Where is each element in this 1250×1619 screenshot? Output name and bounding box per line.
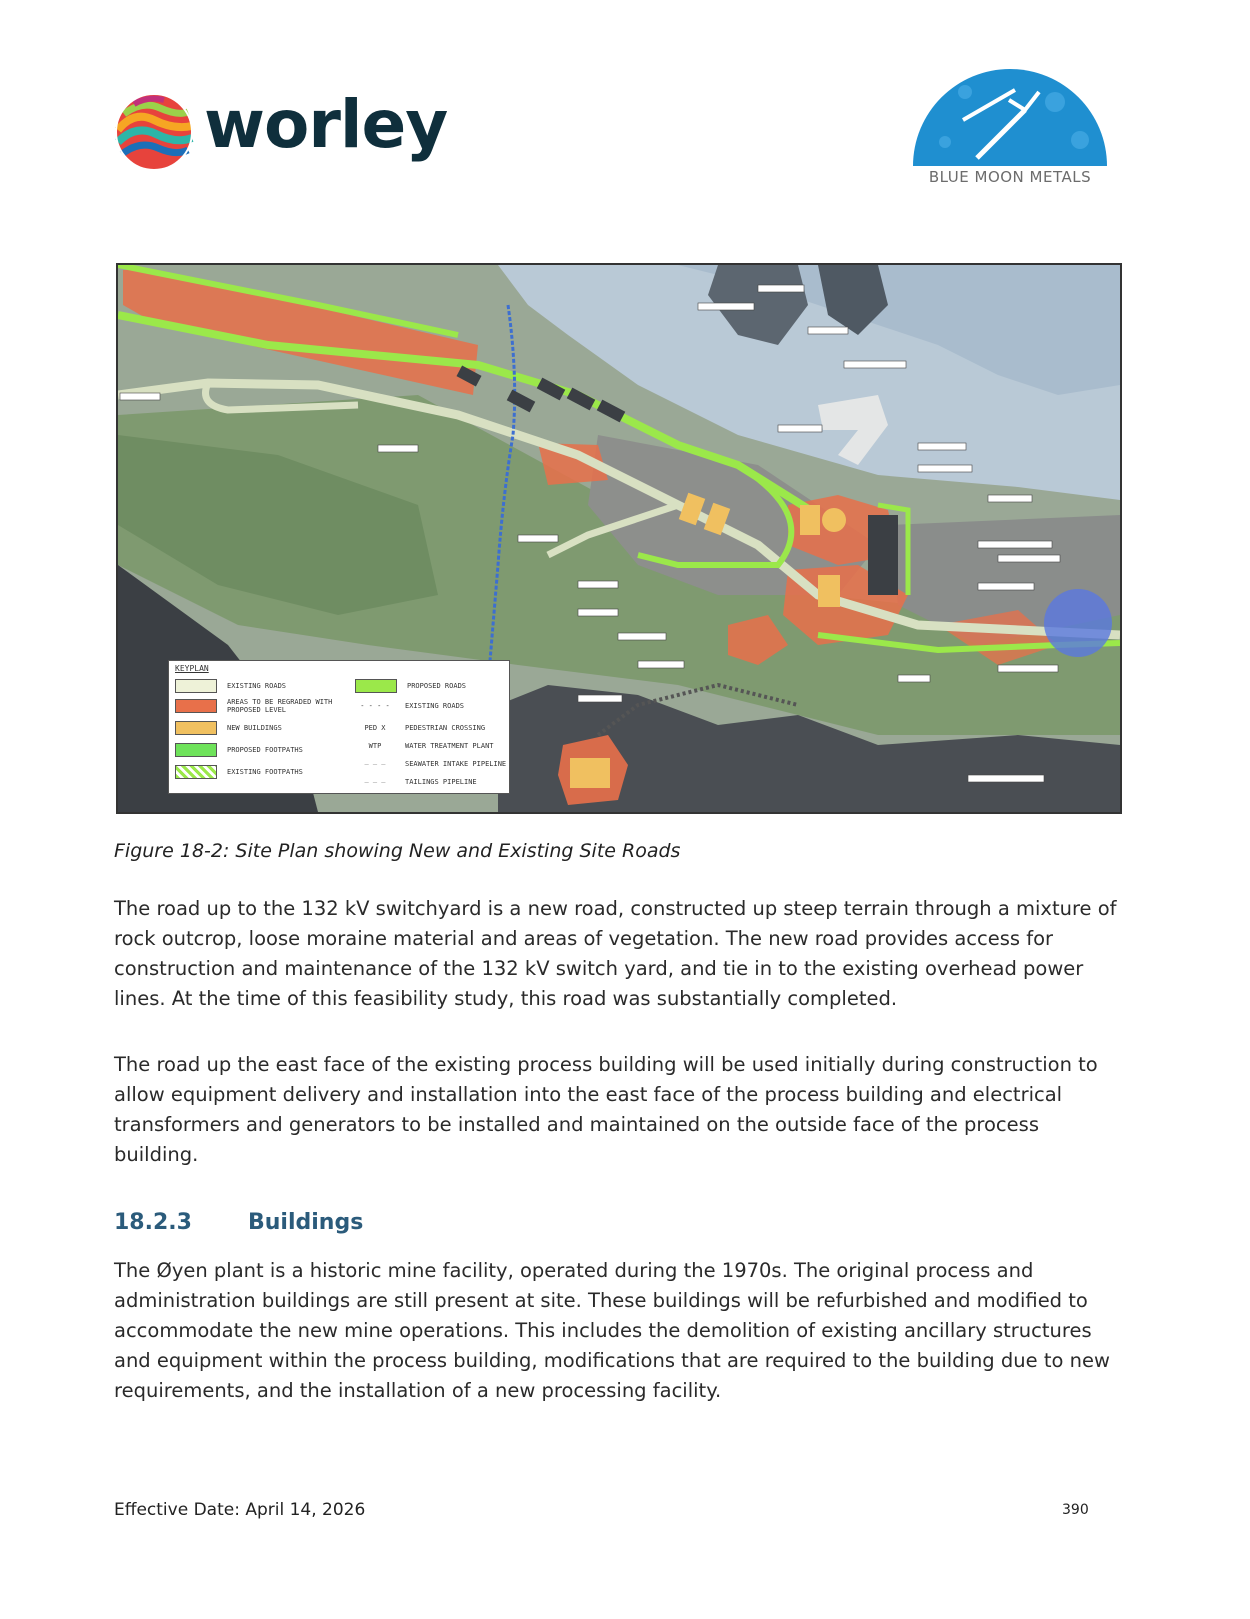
legend-symbol: PED X — [364, 723, 386, 732]
worley-swirl-icon — [112, 90, 196, 174]
body-paragraph: The Øyen plant is a historic mine facility, operated during the 1970s. The original process and administration buildings are still present at site. These buildings will be refurbished and modified to accommodate the new mine operations. This includes the demolition of existing ancillary structures and equipment within the process building, modifications that are required to the building due to new requirements, and the installation of a new processing facility. — [114, 1259, 1110, 1402]
site-plan-figure — [116, 263, 1122, 814]
legend-dashed-line: — — — — [364, 759, 386, 768]
legend-swatch — [175, 743, 217, 757]
legend-item — [355, 721, 485, 734]
legend-label: AREAS TO BE REGRADED WITH PROPOSED LEVEL — [227, 697, 333, 714]
footer-effective-date: Effective Date: April 14, 2026 — [114, 1500, 366, 1520]
section-title: Buildings — [248, 1210, 364, 1235]
worley-wordmark: worley — [204, 86, 448, 163]
legend-label: EXISTING ROADS — [227, 681, 287, 690]
legend-swatch — [175, 679, 217, 693]
legend-item — [355, 739, 494, 752]
legend-item — [355, 757, 506, 770]
legend-label: EXISTING ROADS — [405, 701, 465, 710]
keyplan-legend — [168, 660, 510, 794]
figure-caption: Figure 18-2: Site Plan showing New and Existing Site Roads — [114, 840, 681, 862]
blue-moon-metals-logo — [905, 62, 1115, 197]
legend-label: PROPOSED FOOTPATHS — [227, 745, 303, 754]
legend-item — [175, 699, 355, 712]
legend-dashed-line: — — — — [364, 777, 386, 786]
legend-item — [355, 775, 477, 788]
legend-swatch — [175, 699, 217, 713]
section-heading — [114, 1210, 363, 1235]
worley-logo — [112, 88, 452, 178]
legend-symbol: WTP — [368, 741, 382, 750]
legend-label: SEAWATER INTAKE PIPELINE — [405, 759, 507, 768]
section-number: 18.2.3 — [114, 1210, 192, 1235]
legend-swatch — [175, 721, 217, 735]
legend-label: NEW BUILDINGS — [227, 723, 282, 732]
legend-dashed-line: - - - - — [360, 701, 390, 710]
footer-page-number: 390 — [1062, 1502, 1089, 1518]
legend-item — [175, 721, 282, 734]
legend-label: PEDESTRIAN CROSSING — [405, 723, 486, 732]
legend-label: WATER TREATMENT PLANT — [405, 741, 494, 750]
moon-pickaxe-icon — [905, 62, 1115, 168]
blue-moon-metals-wordmark: BLUE MOON METALS — [928, 168, 1092, 186]
legend-item — [175, 679, 286, 692]
legend-swatch — [355, 679, 397, 693]
legend-item — [175, 743, 303, 756]
body-paragraph: The road up to the 132 kV switchyard is a new road, constructed up steep terrain through a mixture of rock outcrop, loose moraine material and areas of vegetation. The new road provides access for construction and maintenance of the 132 kV switch yard, and tie in to the existing overhead power lines. At the time of this feasibility study, this road was substantially completed. — [114, 897, 1117, 1010]
body-paragraph: The road up the east face of the existing process building will be used initially during construction to allow equipment delivery and installation into the east face of the process building and electrical transformers and generators to be installed and maintained on the outside face of the process building. — [114, 1053, 1098, 1166]
legend-item — [175, 765, 303, 778]
legend-label: EXISTING FOOTPATHS — [227, 767, 303, 776]
legend-label: PROPOSED ROADS — [407, 681, 467, 690]
legend-swatch — [175, 765, 217, 779]
legend-label: TAILINGS PIPELINE — [405, 777, 477, 786]
legend-item — [355, 679, 466, 692]
legend-item — [355, 699, 464, 712]
keyplan-title: KEYPLAN — [175, 664, 209, 673]
